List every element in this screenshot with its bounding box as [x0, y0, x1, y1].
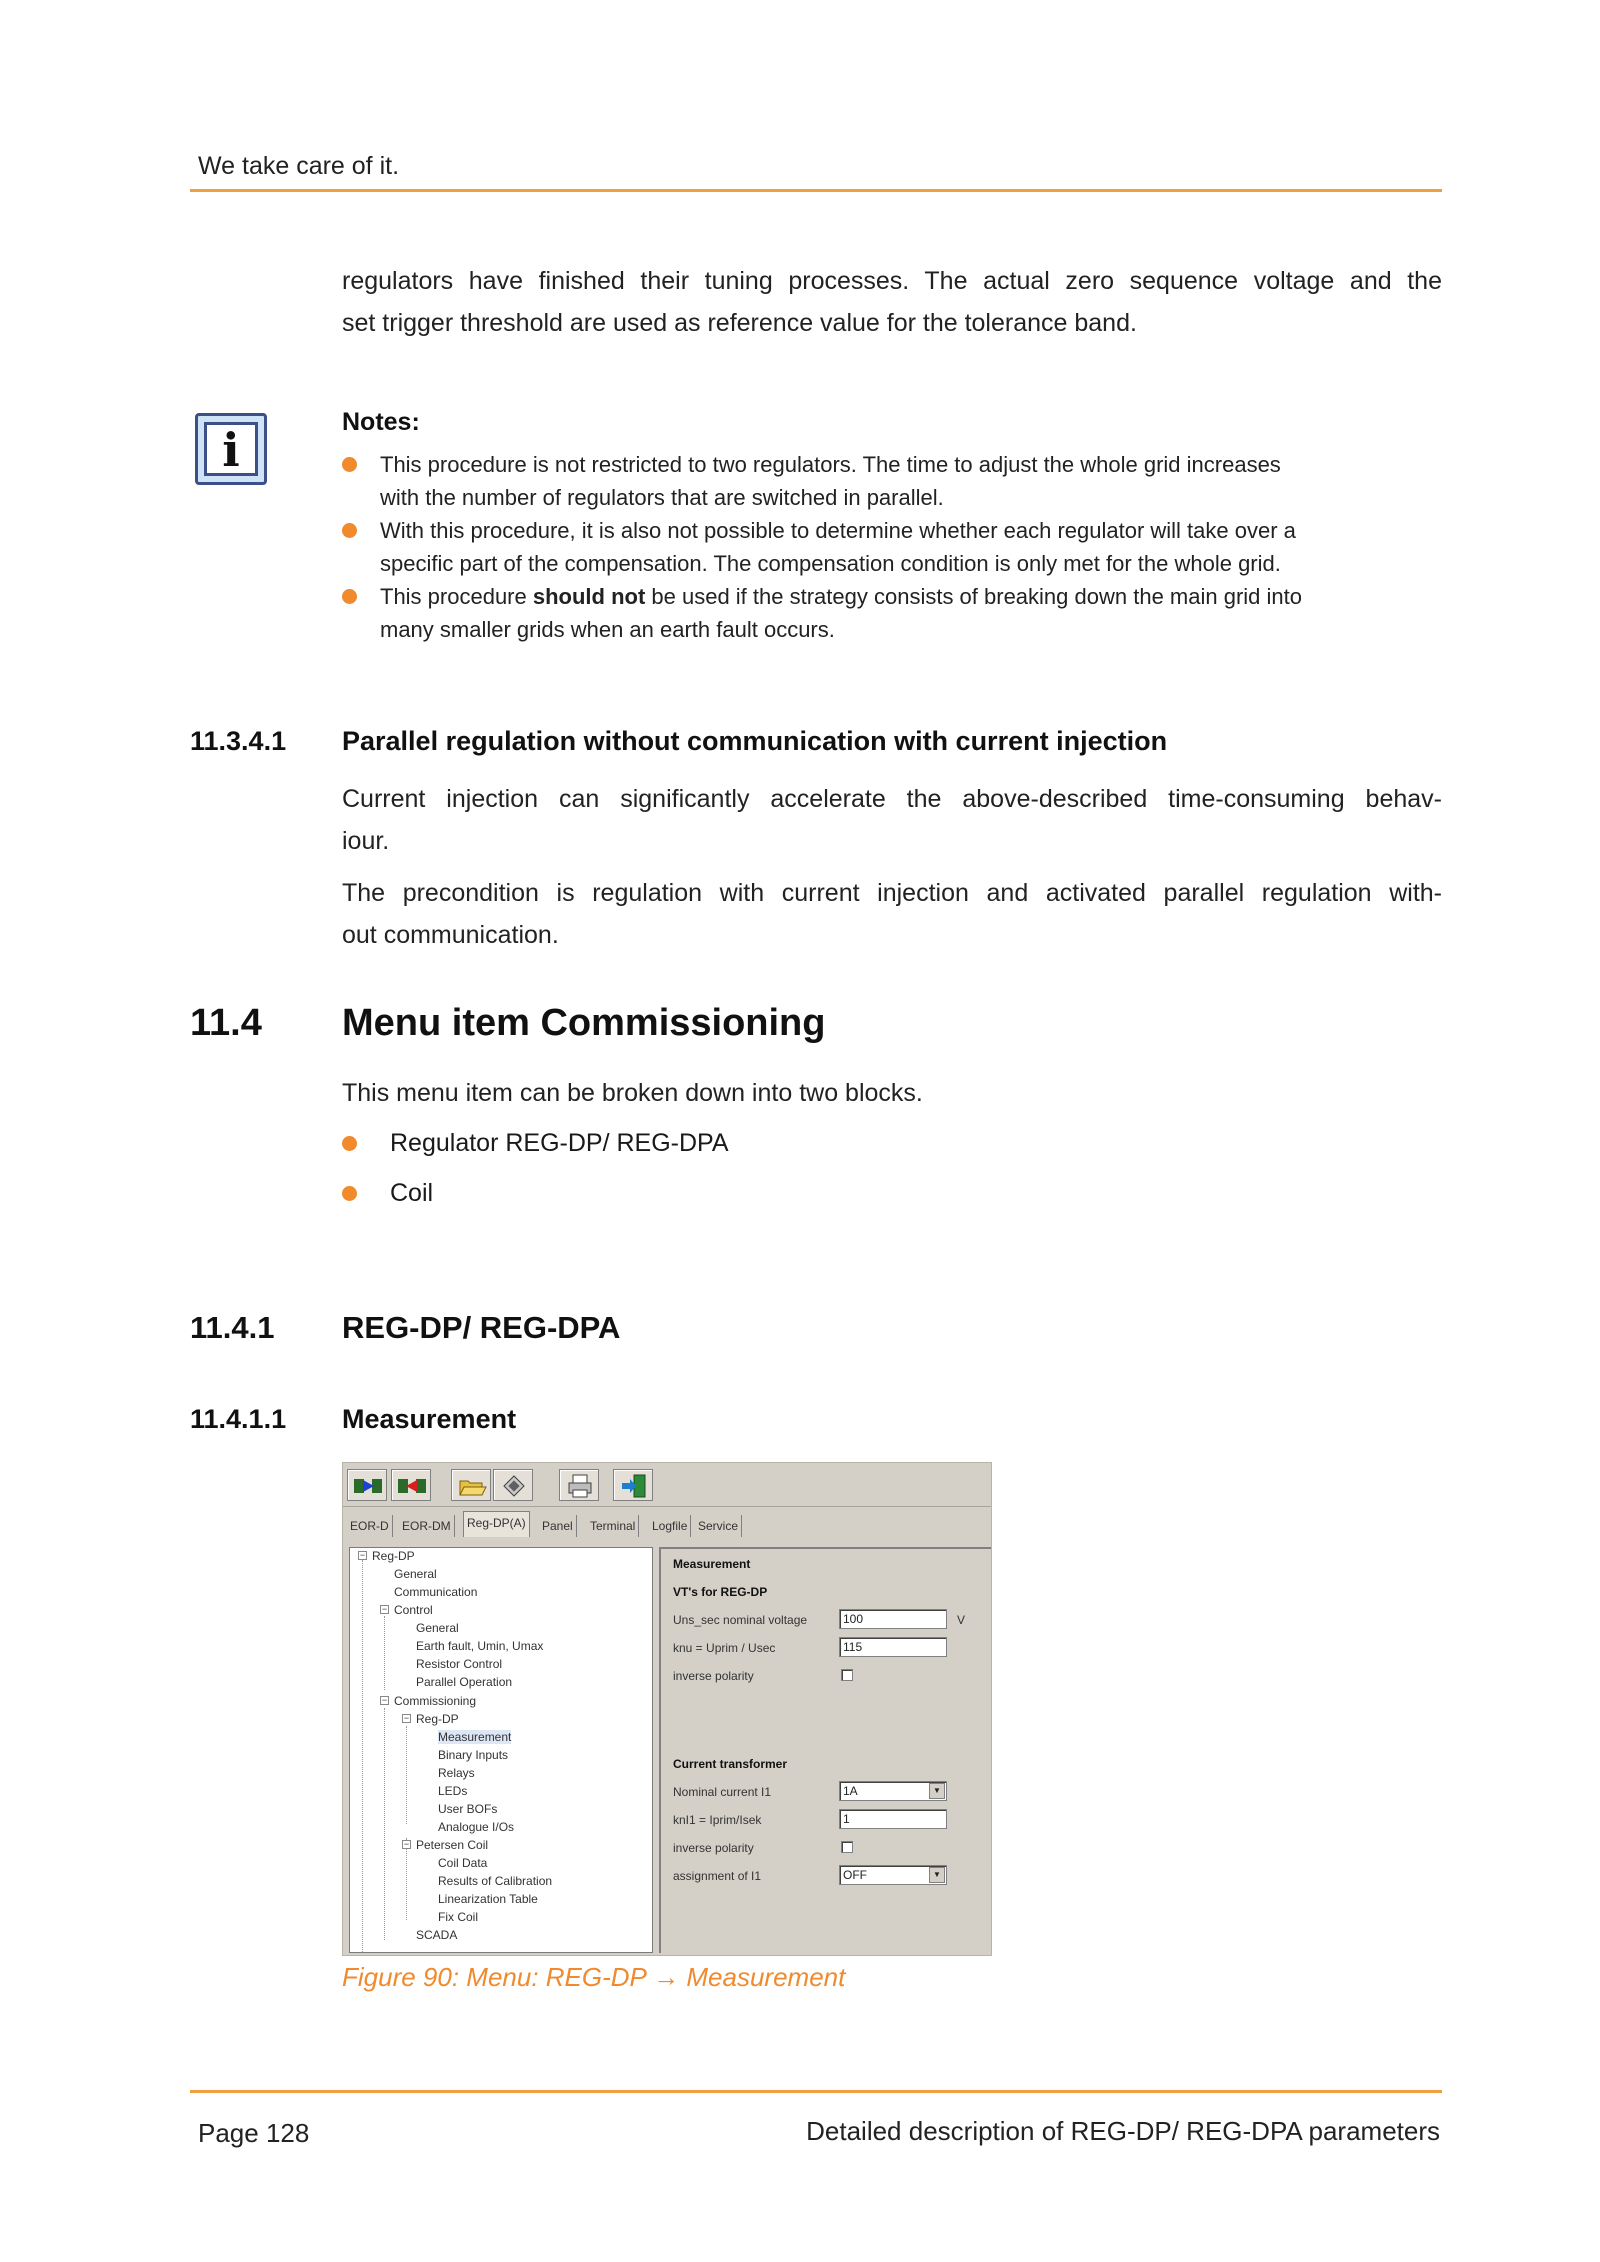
- info-icon-glyph: i: [204, 422, 258, 476]
- section-114-number: 11.4: [190, 1002, 262, 1044]
- kni-input[interactable]: 1: [839, 1809, 947, 1829]
- transfer-blue-icon[interactable]: [347, 1469, 387, 1501]
- knu-input[interactable]: 115: [839, 1637, 947, 1657]
- settings-panel: [659, 1547, 991, 1953]
- tree-item-earth-fault[interactable]: Earth fault, Umin, Umax: [416, 1639, 544, 1653]
- tree-item-measurement[interactable]: Measurement: [438, 1730, 512, 1744]
- inverse-polarity-checkbox[interactable]: [841, 1669, 853, 1681]
- tree-item-coil-data[interactable]: Coil Data: [438, 1856, 488, 1870]
- note-item: [342, 580, 1442, 646]
- ct-heading: Current transformer: [673, 1757, 788, 1771]
- bullet-icon: [342, 589, 357, 604]
- tree-item-resistor-control[interactable]: Resistor Control: [416, 1657, 503, 1671]
- intro-line-1: regulators have finished their tuning processes. The actual zero sequence voltage and the: [342, 267, 1442, 295]
- tree-item-commissioning[interactable]: Commissioning: [394, 1694, 477, 1708]
- bullet-icon: [342, 457, 357, 472]
- s11341-p2-line-1: The precondition is regulation with current injection and activated parallel regulation with-: [342, 879, 1442, 907]
- header-rule: [190, 189, 1442, 192]
- tree-item-general[interactable]: General: [394, 1567, 437, 1581]
- panel-title: Measurement: [673, 1557, 751, 1571]
- collapse-icon[interactable]: −: [381, 1695, 388, 1705]
- note-3-line-2: many smaller grids when an earth fault occurs.: [380, 617, 835, 642]
- tree-item-control[interactable]: Control: [394, 1603, 433, 1617]
- tree-item-analogue-ios[interactable]: Analogue I/Os: [438, 1820, 515, 1834]
- notes-title: Notes:: [342, 408, 420, 436]
- note-1-line-2: with the number of regulators that are switched in parallel.: [380, 485, 944, 510]
- section-11341-paragraph-1: [342, 778, 1442, 862]
- note-3-pre: This procedure: [380, 584, 533, 609]
- bullet-icon: [342, 1136, 357, 1151]
- note-2-line-2: specific part of the compensation. The compensation condition is only met for the whole grid.: [380, 551, 1281, 576]
- assignment-select[interactable]: [839, 1865, 947, 1885]
- chevron-down-icon[interactable]: ▼: [929, 1867, 945, 1883]
- inverse-polarity-2-checkbox[interactable]: [841, 1841, 853, 1853]
- print-icon[interactable]: [559, 1469, 599, 1501]
- page-number: Page 128: [198, 2118, 310, 2148]
- note-2-line-1: With this procedure, it is also not possible to determine whether each regulator will take over a: [380, 518, 1296, 543]
- tree-item-results-of-calibration[interactable]: Results of Calibration: [438, 1874, 553, 1888]
- inverse-polarity-2-label: inverse polarity: [673, 1841, 754, 1855]
- toolbar: [343, 1463, 992, 1507]
- nominal-current-label: Nominal current I1: [673, 1785, 772, 1799]
- collapse-icon[interactable]: −: [381, 1604, 388, 1614]
- nominal-current-select[interactable]: [839, 1781, 947, 1801]
- tree-item-parallel-operation[interactable]: Parallel Operation: [416, 1675, 513, 1689]
- notes-list: [342, 448, 1442, 646]
- open-folder-icon[interactable]: [451, 1469, 491, 1501]
- collapse-icon[interactable]: −: [359, 1550, 366, 1560]
- section-114-text: This menu item can be broken down into two blocks.: [342, 1079, 923, 1107]
- figure-caption: Figure 90: Menu: REG-DP → Measurement: [342, 1962, 846, 1992]
- bullet-icon: [342, 523, 357, 538]
- section-1141-number: 11.4.1: [190, 1310, 275, 1345]
- note-3-post: be used if the strategy consists of breaking down the main grid into: [645, 584, 1302, 609]
- note-item: [342, 448, 1442, 514]
- tree-item-commissioning-reg-dp[interactable]: Reg-DP: [416, 1712, 459, 1726]
- software-screenshot: [342, 1462, 992, 1956]
- tree-item-user-bofs[interactable]: User BOFs: [438, 1802, 498, 1816]
- nominal-current-value: 1A: [843, 1784, 858, 1798]
- tree-item-communication[interactable]: Communication: [394, 1585, 478, 1599]
- collapse-icon[interactable]: −: [403, 1839, 410, 1849]
- chevron-down-icon[interactable]: ▼: [929, 1783, 945, 1799]
- assignment-label: assignment of I1: [673, 1869, 762, 1883]
- exit-icon[interactable]: [613, 1469, 653, 1501]
- tree-item-petersen-coil[interactable]: Petersen Coil: [416, 1838, 489, 1852]
- note-3-line-1: [380, 580, 1442, 613]
- bullet-text: Coil: [390, 1179, 434, 1207]
- navigation-tree: [349, 1547, 653, 1953]
- tab-logfile[interactable]: Logfile: [649, 1515, 691, 1537]
- header-tagline: We take care of it.: [198, 152, 400, 180]
- tab-terminal[interactable]: Terminal: [587, 1515, 639, 1537]
- intro-paragraph: [342, 260, 1442, 344]
- tree-item-fix-coil[interactable]: Fix Coil: [438, 1910, 479, 1924]
- s11341-p1-line-1: Current injection can significantly accelerate the above-described time-consuming behav-: [342, 785, 1442, 813]
- section-1141-title: REG-DP/ REG-DPA: [342, 1310, 621, 1345]
- section-114-bullets: [342, 1122, 1342, 1222]
- section-11411-number: 11.4.1.1: [190, 1404, 287, 1434]
- collapse-icon[interactable]: −: [403, 1713, 410, 1723]
- save-disk-icon[interactable]: [493, 1469, 533, 1501]
- uns-input[interactable]: 100: [839, 1609, 947, 1629]
- bullet-text: Regulator REG-DP/ REG-DPA: [390, 1129, 729, 1157]
- section-11341-paragraph-2: [342, 872, 1442, 956]
- tree-item-scada[interactable]: SCADA: [416, 1928, 458, 1942]
- tab-reg-dp[interactable]: Reg-DP(A): [463, 1511, 530, 1537]
- uns-unit: V: [957, 1613, 966, 1627]
- tree-item-binary-inputs[interactable]: Binary Inputs: [438, 1748, 509, 1762]
- note-3-bold: should not: [532, 584, 646, 609]
- uns-label: Uns_sec nominal voltage: [673, 1613, 808, 1627]
- s11341-p2-line-2: out communication.: [342, 921, 559, 949]
- inverse-polarity-label: inverse polarity: [673, 1669, 754, 1683]
- footer-title: Detailed description of REG-DP/ REG-DPA parameters: [806, 2116, 1440, 2146]
- tree-item-relays[interactable]: Relays: [438, 1766, 475, 1780]
- knu-label: knu = Uprim / Usec: [673, 1641, 776, 1655]
- tab-service[interactable]: Service: [695, 1515, 742, 1537]
- s11341-p1-line-2: iour.: [342, 827, 390, 855]
- footer-rule: [190, 2090, 1442, 2093]
- note-item: [342, 514, 1442, 580]
- tree-item-reg-dp[interactable]: Reg-DP: [372, 1549, 415, 1563]
- section-11341-title: Parallel regulation without communication with current injection: [342, 726, 1168, 756]
- intro-line-2: set trigger threshold are used as reference value for the tolerance band.: [342, 309, 1137, 337]
- tab-eor-d[interactable]: EOR-D: [347, 1515, 393, 1537]
- section-114-title: Menu item Commissioning: [342, 1002, 826, 1044]
- tree-item-control-general[interactable]: General: [416, 1621, 459, 1635]
- info-icon: [195, 413, 267, 485]
- list-item: [342, 1122, 1342, 1172]
- tab-eor-dm[interactable]: EOR-DM: [399, 1515, 455, 1537]
- tree-item-leds[interactable]: LEDs: [438, 1784, 468, 1798]
- kni-label: knI1 = Iprim/Isek: [673, 1813, 762, 1827]
- section-11411-title: Measurement: [342, 1404, 517, 1434]
- transfer-red-icon[interactable]: [391, 1469, 431, 1501]
- assignment-value: OFF: [843, 1868, 867, 1882]
- note-1-line-1: This procedure is not restricted to two regulators. The time to adjust the whole grid increases: [380, 452, 1281, 477]
- tab-panel[interactable]: Panel: [539, 1515, 577, 1537]
- bullet-icon: [342, 1186, 357, 1201]
- tree-item-linearization-table[interactable]: Linearization Table: [438, 1892, 538, 1906]
- list-item: [342, 1172, 1342, 1222]
- section-11341-number: 11.3.4.1: [190, 726, 287, 756]
- vt-heading: VT's for REG-DP: [673, 1585, 768, 1599]
